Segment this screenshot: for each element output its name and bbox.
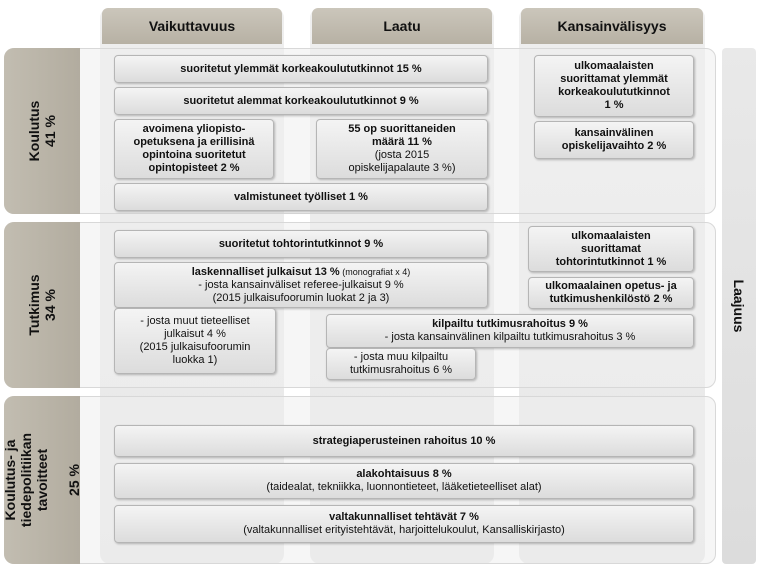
row-header-tutkimus <box>4 222 80 388</box>
box-alakohtaisuus: alakohtaisuus 8 % (taidealat, tekniikka, luonnontieteet, lääketieteelliset alat) <box>114 463 694 499</box>
box-ulkom-henkilosto: ulkomaalainen opetus- ja tutkimushenkilöstö 2 % <box>528 277 694 309</box>
box-alemmat-tutkinnot: suoritetut alemmat korkeakoulututkinnot 9 % <box>114 87 488 115</box>
box-valtakunnalliset: valtakunnalliset tehtävät 7 % (valtakunnalliset erityistehtävät, harjoittelukoulut, Kansalliskirjasto) <box>114 505 694 543</box>
box-ulkom-tohtori: ulkomaalaisten suorittamat tohtorintutkinnot 1 % <box>528 226 694 272</box>
box-strategiaperusteinen: strategiaperusteinen rahoitus 10 % <box>114 425 694 457</box>
row-label-tutkimus: Tutkimus 34 % <box>26 274 58 336</box>
laajuus-sidebar <box>722 48 756 564</box>
box-julkaisut-muut: - josta muut tieteelliset julkaisut 4 % (2015 julkaisufoorumin luokka 1) <box>114 308 276 374</box>
column-header-laatu: Laatu <box>312 8 492 44</box>
box-ulkom-ylemmat: ulkomaalaisten suorittamat ylemmät korkeakoulututkinnot 1 % <box>534 55 694 117</box>
column-header-vaikuttavuus: Vaikuttavuus <box>102 8 282 44</box>
column-header-kansainvalisyys: Kansainvälisyys <box>521 8 703 44</box>
box-55-op: 55 op suorittaneiden määrä 11 % (josta 2015 opiskelijapalaute 3 %) <box>316 119 488 179</box>
laajuus-label: Laajuus <box>731 279 747 333</box>
row-header-tavoitteet <box>4 396 80 564</box>
row-header-koulutus <box>4 48 80 214</box>
box-avoin-opetus: avoimena yliopisto- opetuksena ja erillisinä opintoina suoritetut opintopisteet 2 % <box>114 119 274 179</box>
box-tutkimusrahoitus-muu: - josta muu kilpailtu tutkimusrahoitus 6 % <box>326 348 476 380</box>
box-julkaisut: laskennalliset julkaisut 13 % (monografiat x 4) - josta kansainväliset referee-julkaisut 9 % (2015 julkaisufoorumin luokat 2 ja 3) <box>114 262 488 308</box>
box-opiskelijavaihto: kansainvälinen opiskelijavaihto 2 % <box>534 121 694 159</box>
row-label-koulutus: Koulutus 41 % <box>26 100 58 162</box>
row-label-tavoitteet: Koulutus- ja tiedepolitiikan tavoitteet 25 % <box>2 432 82 528</box>
box-tutkimusrahoitus: kilpailtu tutkimusrahoitus 9 % - josta kansainvälinen kilpailtu tutkimusrahoitus 3 % <box>326 314 694 348</box>
box-tohtorintutkinnot: suoritetut tohtorintutkinnot 9 % <box>114 230 488 258</box>
box-ylemmat-tutkinnot: suoritetut ylemmät korkeakoulututkinnot 15 % <box>114 55 488 83</box>
box-tyolliset: valmistuneet työlliset 1 % <box>114 183 488 211</box>
